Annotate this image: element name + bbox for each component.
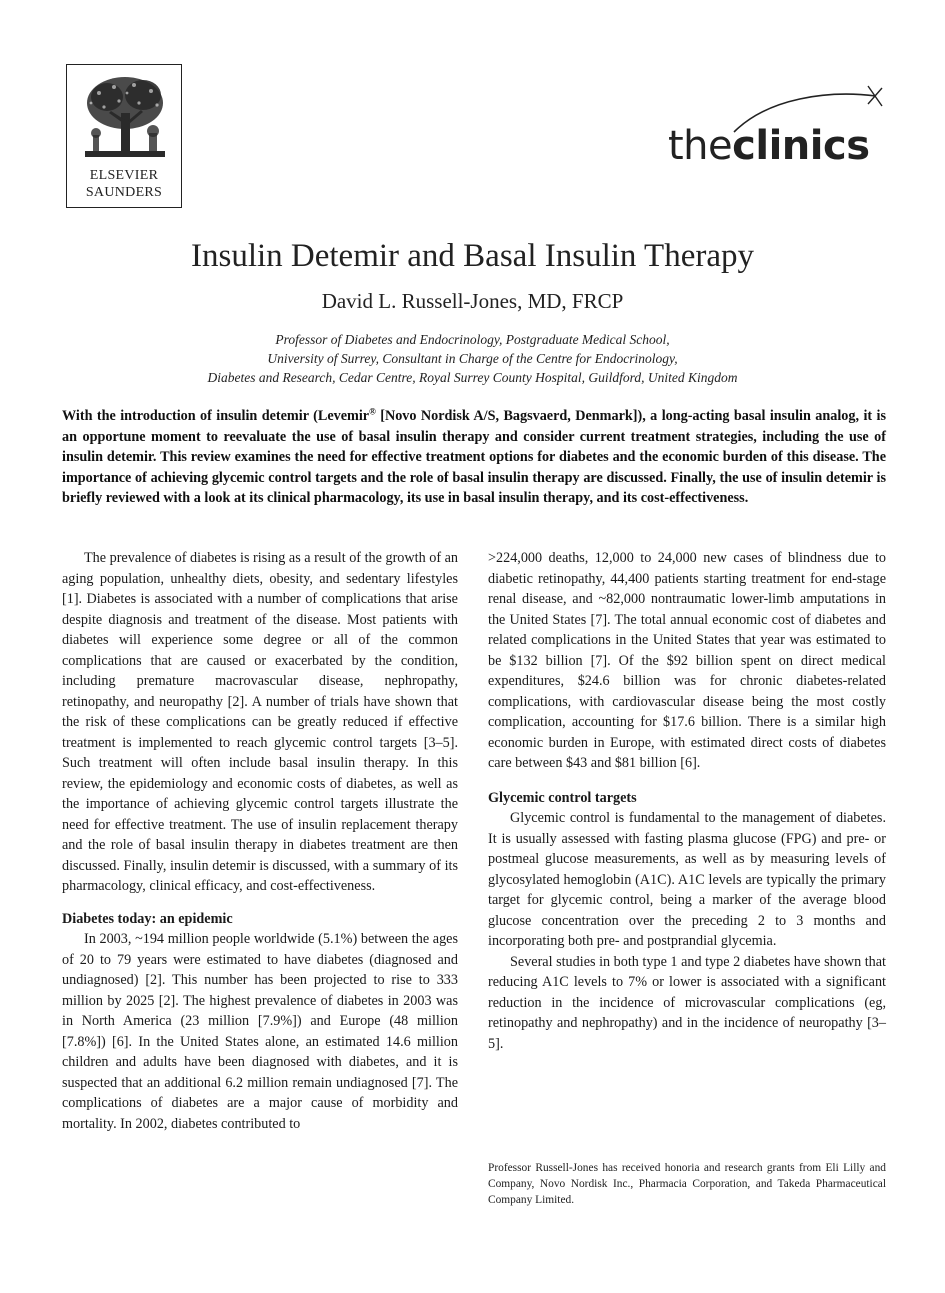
section-heading-epidemic: Diabetes today: an epidemic xyxy=(62,910,233,927)
registered-mark: ® xyxy=(369,406,376,417)
author-affiliation xyxy=(0,330,945,387)
epidemic-paragraph: In 2003, ~194 million people worldwide (5.1%) between the ages of 20 to 79 years were estimated to have diabetes (diagnosed and undiagnosed) [2]. This number has been projected to rise to 333 million by 2025 [2]. The highest prevalence of diabetes in 2003 was in North America (23 million [7.9%]) and Europe (48 million [7.8%]) [6]. In the United States alone, an estimated 14.6 million children and adults have been diagnosed with diabetes, and it is suspected that an additional 6.2 million remain undiagnosed [7]. The complications of diabetes are a major cause of morbidity and mortality. In 2002, diabetes contributed to xyxy=(62,931,458,1132)
tree-emblem-icon xyxy=(79,73,171,165)
journal-brand xyxy=(668,84,888,174)
continued-paragraph: >224,000 deaths, 12,000 to 24,000 new cases of blindness due to diabetic retinopathy, 44,400 patients starting treatment for end-stage renal disease, and ~82,000 nontraumatic lower-limb amputations in the United States [7]. The total annual economic cost of diabetes and related complications in the United States that year was estimated to be $132 billion [7]. Of the $92 billion spent on direct medical expenditures, $24.6 billion was for chronic diabetes-related complications, with cardiovascular disease being the most costly complication, accounting for $17.6 billion. There is a similar high economic burden in Europe, with estimated direct costs of diabetes care between $43 and $81 billion [6]. xyxy=(488,550,886,771)
abstract xyxy=(62,406,886,509)
body-column-right xyxy=(488,548,886,1054)
abstract-text-rest: [Novo Nordisk A/S, Bagsvaerd, Denmark]), a long-acting basal insulin analog, it is an opportune moment to reevaluate the use of basal insulin therapy and consider current treatment strategies, including the use of insulin detemir. This review examines the need for effective treatment options for diabetes and the economic burden of this disease. The importance of achieving glycemic control targets and the role of basal insulin therapy are discussed. Finally, the use of insulin detemir is briefly reviewed with a look at its clinical pharmacology, its use in basal insulin therapy, and its cost-effectiveness. xyxy=(62,408,886,507)
body-column-left xyxy=(62,548,458,1134)
logo-line-elsevier: ELSEVIER xyxy=(89,168,159,183)
abstract-text-start: With the introduction of insulin detemir (Levemir xyxy=(62,408,370,424)
affiliation-line: Professor of Diabetes and Endocrinology, Postgraduate Medical School, xyxy=(275,332,670,347)
logo-line-saunders: SAUNDERS xyxy=(85,185,163,200)
intro-paragraph: The prevalence of diabetes is rising as a result of the growth of an aging population, unhealthy diets, obesity, and sedentary lifestyles [1]. Diabetes is associated with a number of complications that arise despite diagnosis and treatment of the disease. Most patients with diabetes will experience some degree or all of the common complications that are caused or exacerbated by the condition, including premature macrovascular disease, nephropathy, retinopathy, and neuropathy [2]. A number of trials have shown that the risk of these complications can be greatly reduced if effective treatment is implemented to reach glycemic control targets [3–5]. Such treatment will often include basal insulin therapy. In this review, the epidemiology and economic costs of diabetes, as well as the importance of achieving glycemic control targets illustrate the need for effective treatment. The use of insulin replacement therapy and the role of basal insulin therapy in diabetes treatment are then discussed. Finally, insulin detemir is discussed, with a summary of its pharmacology, clinical efficacy, and cost-effectiveness. xyxy=(62,550,458,894)
article-title: Insulin Detemir and Basal Insulin Therapy xyxy=(190,238,754,274)
brand-part-the: the xyxy=(668,123,733,169)
disclosure-footnote: Professor Russell-Jones has received honoria and research grants from Eli Lilly and Company, Novo Nordisk Inc., Pharmacia Corporation, and Takeda Pharmaceutical Company Limited. xyxy=(488,1162,886,1206)
brand-wordmark xyxy=(668,122,870,170)
brand-part-clinics: clinics xyxy=(732,123,870,169)
affiliation-line: Diabetes and Research, Cedar Centre, Royal Surrey County Hospital, Guildford, United Kingdom xyxy=(207,370,738,385)
article-author: David L. Russell-Jones, MD, FRCP xyxy=(321,289,624,313)
affiliation-line: University of Surrey, Consultant in Charge of the Centre for Endocrinology, xyxy=(267,351,678,366)
glycemic-paragraph-2: Several studies in both type 1 and type 2 diabetes have shown that reducing A1C levels to 7% or lower is associated with a significant reduction in the incidence of microvascular complications (eg, retinopathy and nephropathy) and in the incidence of neuropathy [3–5]. xyxy=(488,953,886,1052)
publisher-logo xyxy=(66,64,182,208)
section-heading-glycemic: Glycemic control targets xyxy=(488,789,637,806)
glycemic-paragraph-1: Glycemic control is fundamental to the management of diabetes. It is usually assessed with fasting plasma glucose (FPG) and pre- or postmeal glucose measurements, as well as by measuring levels of glycosylated hemoglobin (A1C). A1C levels are typically the primary target for glycemic control, being a marker of the average blood glucose concentration over the preceding 2 to 3 months and incorporating both pre- and postprandial glycemia. xyxy=(488,810,886,949)
